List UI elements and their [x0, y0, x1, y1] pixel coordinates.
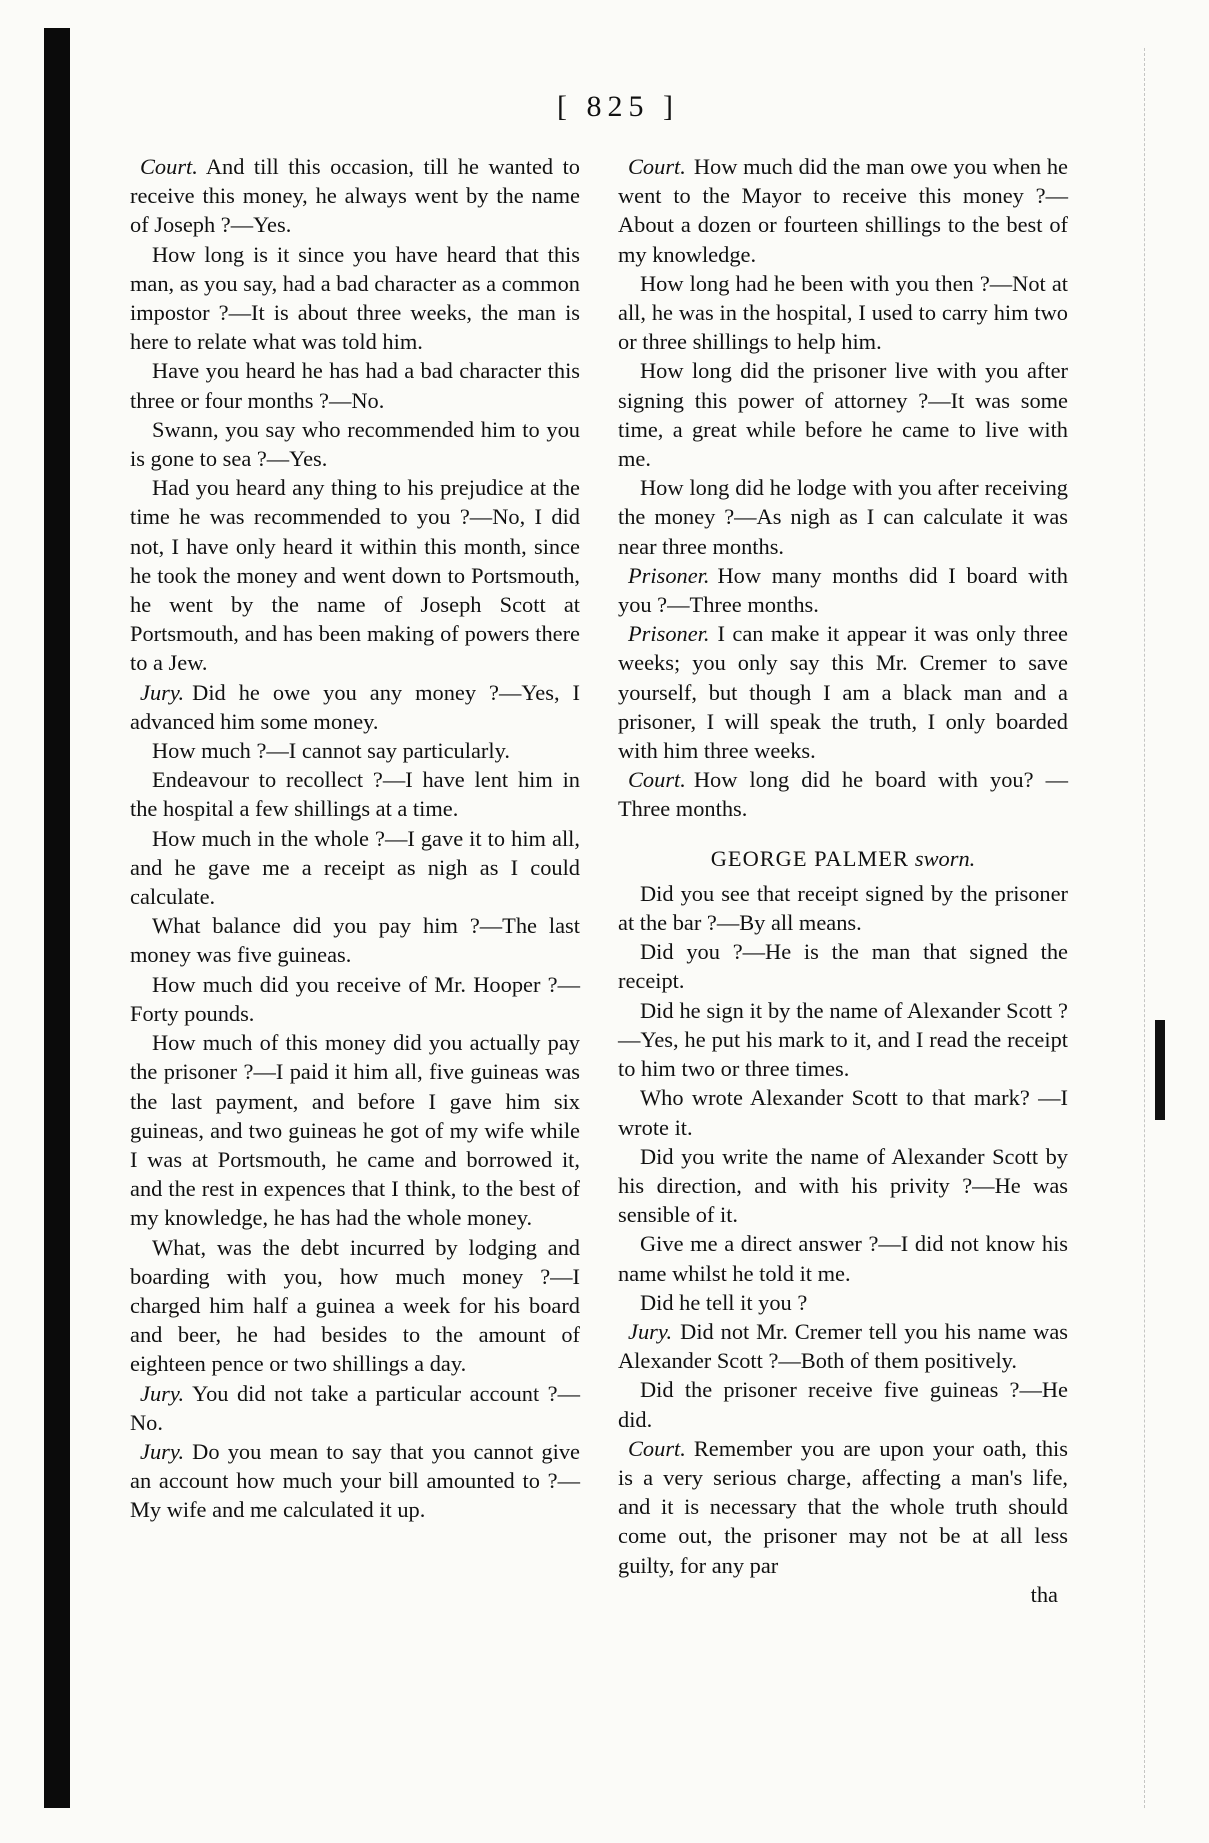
- speaker-label: Prisoner.: [628, 562, 710, 588]
- paragraph-text: Did you see that receipt signed by the prisoner at the bar ?—By all means.: [618, 880, 1068, 936]
- paragraph-text: Did he tell it you ?: [640, 1289, 808, 1315]
- scan-edge-mark: [1155, 1020, 1165, 1120]
- paragraph-text: Do you mean to say that you cannot give an account how much your bill amounted to ?—My wife and me calculated it up.: [130, 1438, 580, 1523]
- paragraph: [130, 824, 580, 912]
- paragraph: [130, 240, 580, 357]
- paragraph: [130, 152, 580, 240]
- paragraph: [618, 473, 1068, 561]
- speaker-label: Prisoner.: [628, 621, 710, 647]
- paragraph: [130, 1437, 580, 1525]
- paragraph-text: How much did the man owe you when he went to the Mayor to receive this money ?—About a dozen or fourteen shillings to the best of my knowledge.: [618, 154, 1068, 267]
- scan-edge-noise: [1144, 48, 1171, 1808]
- paragraph-text: And till this occasion, till he wanted to receive this money, he always went by the name of Joseph ?—Yes.: [130, 154, 580, 238]
- speaker-label: Jury.: [140, 1380, 185, 1406]
- speaker-label: Court.: [628, 1435, 686, 1461]
- speaker-label: Jury.: [628, 1318, 673, 1344]
- paragraph: [618, 1434, 1068, 1580]
- paragraph: [130, 911, 580, 969]
- speaker-label: Court.: [628, 154, 686, 179]
- paragraph-text: What, was the debt incurred by lodging and boarding with you, how much money ?—I charged him half a guinea a week for his board and beer, he had besides to the amount of eighteen pence or two shillings a day.: [130, 1234, 580, 1377]
- paragraph: [130, 473, 580, 677]
- paragraph-text: I can make it appear it was only three weeks; you only say this Mr. Cremer to save yourself, but though I am a black man and a prisoner, I will speak the truth, I only boarded with him three weeks.: [618, 621, 1068, 764]
- paragraph: [618, 356, 1068, 473]
- speaker-label: Jury.: [140, 1438, 185, 1464]
- paragraph-text: How long did the prisoner live with you after signing this power of attorney ?—It was some time, a great while before he came to live with me.: [618, 358, 1068, 472]
- paragraph: [618, 269, 1068, 357]
- paragraph: [618, 1288, 1068, 1317]
- paragraph: [618, 152, 1068, 269]
- paragraph: [618, 619, 1068, 765]
- paragraph-text: Did the prisoner receive five guineas ?—He did.: [618, 1377, 1068, 1432]
- paragraph-text: What balance did you pay him ?—The last money was five guineas.: [130, 913, 580, 968]
- left-column: [130, 152, 580, 1525]
- right-column: [618, 152, 1068, 1609]
- paragraph: [618, 937, 1068, 995]
- paragraph: [130, 1233, 580, 1379]
- paragraph: [618, 1229, 1068, 1287]
- paragraph: [618, 996, 1068, 1084]
- paragraph: [130, 1028, 580, 1232]
- paragraph: [618, 765, 1068, 823]
- page-number: [ 825 ]: [557, 90, 679, 123]
- paragraph-text: How long had he been with you then ?—Not at all, he was in the hospital, I used to carry him two or three shillings to help him.: [618, 270, 1068, 355]
- paragraph-text: How much did you receive of Mr. Hooper ?—Forty pounds.: [130, 971, 580, 1026]
- paragraph: [130, 415, 580, 473]
- witness-sworn: sworn.: [914, 845, 976, 871]
- paragraph: [130, 1379, 580, 1437]
- right-column-upper: [618, 152, 1068, 824]
- witness-heading: [618, 844, 1068, 873]
- paragraph-text: Did you ?—He is the man that signed the receipt.: [618, 939, 1068, 994]
- paragraph-text: Did he owe you any money ?—Yes, I advanced him some money.: [130, 679, 580, 734]
- paragraph-text: Did not Mr. Cremer tell you his name was Alexander Scott ?—Both of them positively.: [618, 1318, 1068, 1374]
- paragraph-text: Did he sign it by the name of Alexander Scott ?—Yes, he put his mark to it, and I read the receipt to him two or three times.: [618, 997, 1068, 1082]
- paragraph-text: You did not take a particular account ?—No.: [130, 1380, 580, 1435]
- paragraph: [618, 1317, 1068, 1375]
- speaker-label: Court.: [628, 767, 686, 793]
- paragraph: [618, 879, 1068, 937]
- paragraph-text: Give me a direct answer ?—I did not know his name whilst he told it me.: [618, 1231, 1068, 1286]
- paragraph: [618, 1083, 1068, 1141]
- paragraph-text: Remember you are upon your oath, this is a very serious charge, affecting a man's life, and it is necessary that the whole truth should come out, the prisoner may not be at all less guilty, for any par: [618, 1435, 1068, 1578]
- paragraph: [618, 1375, 1068, 1433]
- paragraph: [618, 1142, 1068, 1230]
- binding-shadow: [44, 28, 70, 1808]
- paragraph-text: Did you write the name of Alexander Scott by his direction, and with his privity ?—He was sensible of it.: [618, 1143, 1068, 1228]
- paragraph-text: How much in the whole ?—I gave it to him all, and he gave me a receipt as nigh as I could calculate.: [130, 825, 580, 910]
- paragraph: [618, 561, 1068, 619]
- paragraph: [130, 970, 580, 1028]
- paragraph-text: How long is it since you have heard that this man, as you say, had a bad character as a common impostor ?—It is about three weeks, the man is here to relate what was told him.: [130, 241, 580, 355]
- catchword: tha: [1030, 1581, 1058, 1607]
- speaker-label: Jury.: [140, 679, 185, 705]
- paragraph-text: Endeavour to recollect ?—I have lent him in the hospital a few shillings at a time.: [130, 767, 580, 822]
- paragraph: [130, 356, 580, 414]
- paragraph: [130, 736, 580, 765]
- paragraph: [130, 678, 580, 736]
- paragraph-text: Swann, you say who recommended him to you is gone to sea ?—Yes.: [130, 416, 580, 472]
- paragraph-text: How many months did I board with you ?—Three months.: [618, 562, 1068, 618]
- paragraph-text: Who wrote Alexander Scott to that mark? —I wrote it.: [618, 1085, 1068, 1140]
- speaker-label: Court.: [140, 154, 198, 179]
- paragraph-text: Had you heard any thing to his prejudice at the time he was recommended to you ?—No, I did not, I have only heard it within this month, since he took the money and went down to Portsmouth, he went by the name of Joseph Scott at Portsmouth, and has been making of powers there to a Jew.: [130, 475, 580, 676]
- right-column-lower: [618, 879, 1068, 1580]
- paragraph-text: How much of this money did you actually pay the prisoner ?—I paid it him all, five guineas was the last payment, and before I gave him six guineas, and two guineas he got of my wife while I was at Portsmouth, he came and borrowed it, and the rest in expences that I think, to the best of my knowledge, he has had the whole money.: [130, 1030, 580, 1231]
- paragraph-text: Have you heard he has had a bad character this three or four months ?—No.: [130, 358, 580, 413]
- paragraph-text: How long did he board with you? —Three months.: [618, 767, 1068, 822]
- paragraph-text: How long did he lodge with you after receiving the money ?—As nigh as I can calculate it was near three months.: [618, 475, 1068, 559]
- witness-name: GEORGE PALMER: [710, 845, 909, 871]
- paragraph-text: How much ?—I cannot say particularly.: [152, 738, 510, 764]
- paragraph: [130, 765, 580, 823]
